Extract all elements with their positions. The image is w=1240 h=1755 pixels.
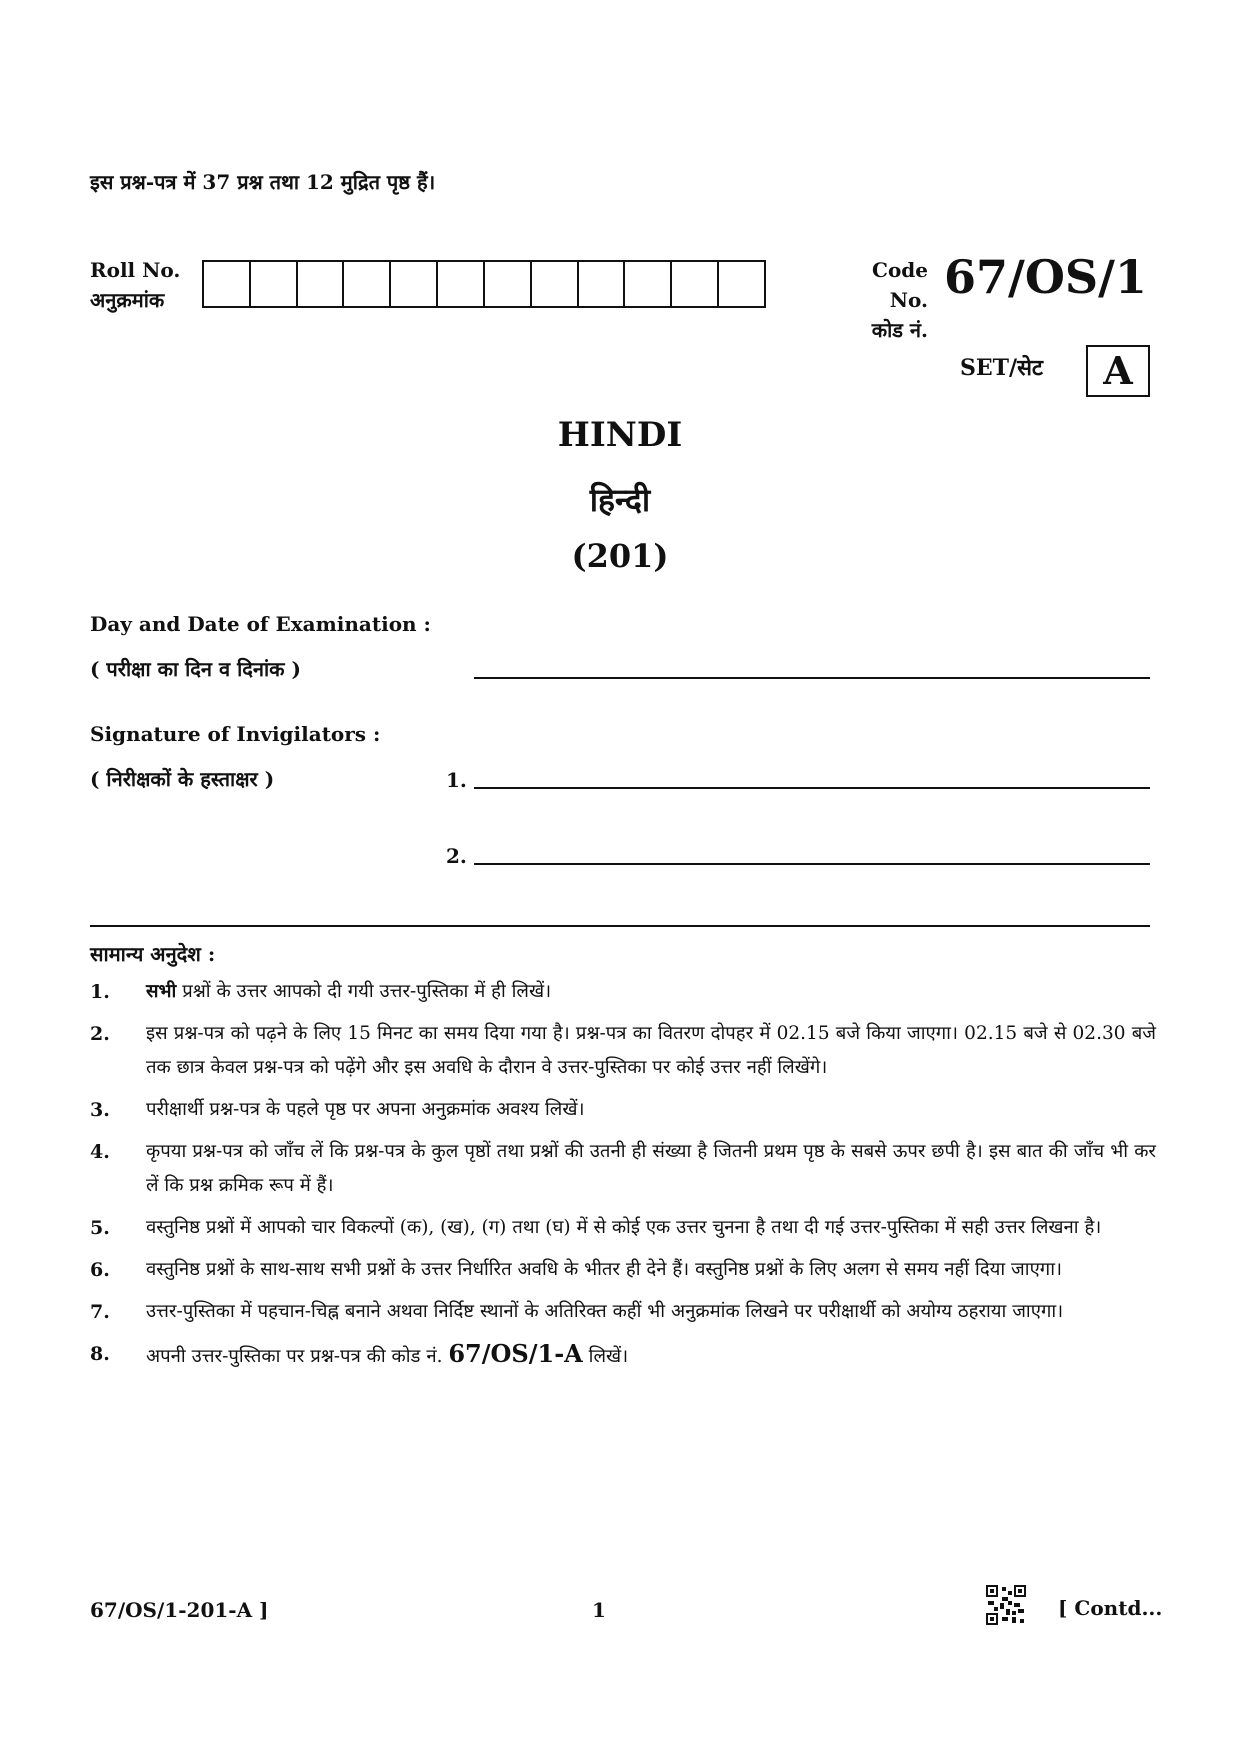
roll-label-en: Roll No. (90, 258, 181, 282)
signature-number-1: 1. (446, 768, 467, 792)
roll-number-cell[interactable] (485, 262, 532, 306)
roll-number-cell[interactable] (579, 262, 626, 306)
code-number-label (828, 255, 928, 345)
answer-book-code: 67/OS/1-A (448, 1339, 583, 1368)
instruction-text (146, 975, 1156, 1009)
set-value-box: A (1086, 345, 1150, 397)
roll-number-cell[interactable] (625, 262, 672, 306)
instruction-text: उत्तर-पुस्तिका में पहचान-चिह्न बनाने अथवा निर्दिष्ट स्थानों के अतिरिक्त कहीं भी अनुक्रमांक लिखने पर परीक्षार्थी को अयोग्य ठहराया जाएगा। (146, 1301, 1064, 1322)
instruction-item-4 (90, 1135, 1156, 1203)
instruction-text: वस्तुनिष्ठ प्रश्नों में आपको चार विकल्पों (क), (ख), (ग) तथा (घ) में से कोई एक उत्तर चुनना है तथा दी गई उत्तर-पुस्तिका में सही उत्तर लिखना है। (146, 1217, 1102, 1238)
roll-number-cell[interactable] (438, 262, 485, 306)
roll-number-cell[interactable] (344, 262, 391, 306)
exam-date-label-en: Day and Date of Examination : (90, 612, 431, 636)
code-label-hi: कोड नं. (871, 318, 928, 342)
roll-number-cell[interactable] (251, 262, 298, 306)
signature-number-2: 2. (446, 844, 467, 868)
instruction-item-8 (90, 1337, 1156, 1374)
instructions-heading: सामान्य अनुदेश : (90, 942, 216, 966)
instruction-item-7 (90, 1295, 1156, 1329)
instruction-item-3 (90, 1093, 1156, 1127)
instruction-item-2 (90, 1017, 1156, 1085)
invigilator-label-en: Signature of Invigilators : (90, 722, 381, 746)
invigilator-label-hi: ( निरीक्षकों के हस्ताक्षर ) (90, 767, 275, 791)
instruction-emphasis: सभी (146, 981, 177, 1002)
subject-title-english: HINDI (557, 415, 683, 455)
instruction-number: 1. (90, 981, 110, 1003)
instruction-number: 7. (90, 1301, 110, 1323)
roll-number-cell[interactable] (204, 262, 251, 306)
subject-title-hindi: हिन्दी (589, 481, 651, 519)
signature-line-1[interactable] (474, 787, 1150, 789)
instruction-text: परीक्षार्थी प्रश्न-पत्र के पहले पृष्ठ पर अपना अनुक्रमांक अवश्य लिखें। (146, 1099, 585, 1120)
page-number: 1 (592, 1598, 606, 1622)
section-divider (90, 925, 1150, 927)
roll-number-cell[interactable] (298, 262, 345, 306)
instruction-item-5 (90, 1211, 1156, 1245)
subject-code: (201) (571, 537, 669, 575)
instruction-text (146, 1337, 1156, 1374)
instruction-text: इस प्रश्न-पत्र को पढ़ने के लिए 15 मिनट का समय दिया गया है। प्रश्न-पत्र का वितरण दोपहर में 02.15 बजे किया जाएगा। 02.15 बजे से 02.30 बजे तक छात्र केवल प्रश्न-पत्र को पढ़ेंगे और इस अवधि के दौरान वे उत्तर-पुस्तिका पर कोई उत्तर नहीं लिखेंगे। (146, 1023, 1156, 1078)
question-count-note: इस प्रश्न-पत्र में 37 प्रश्न तथा 12 मुद्रित पृष्ठ हैं। (90, 170, 436, 194)
roll-number-cell[interactable] (391, 262, 438, 306)
code-label-en: Code No. (872, 258, 928, 312)
footer-paper-code: 67/OS/1-201-A ] (90, 1598, 269, 1622)
instruction-number: 6. (90, 1259, 110, 1281)
exam-date-line[interactable] (474, 677, 1150, 679)
instruction-number: 2. (90, 1023, 110, 1045)
qr-code-icon (986, 1585, 1026, 1625)
instruction-number: 4. (90, 1141, 110, 1163)
instructions-list (90, 975, 1156, 1382)
set-label: SET/सेट (960, 355, 1044, 381)
instruction-number: 5. (90, 1217, 110, 1239)
instruction-item-1 (90, 975, 1156, 1009)
exam-date-label-hi: ( परीक्षा का दिन व दिनांक ) (90, 657, 301, 681)
instruction-text: कृपया प्रश्न-पत्र को जाँच लें कि प्रश्न-पत्र के कुल पृष्ठों तथा प्रश्नों की उतनी ही संख्या है जितनी प्रथम पृष्ठ के सबसे ऊपर छपी है। इस बात की जाँच भी कर लें कि प्रश्न क्रमिक रूप में हैं। (146, 1141, 1156, 1196)
instruction-number: 8. (90, 1343, 110, 1365)
instruction-item-6 (90, 1253, 1156, 1287)
instruction-tail: लिखें। (582, 1346, 629, 1367)
roll-number-label (90, 255, 180, 315)
instruction-number: 3. (90, 1099, 110, 1121)
roll-number-cell[interactable] (532, 262, 579, 306)
roll-number-cell[interactable] (672, 262, 719, 306)
code-number-value: 67/OS/1 (944, 250, 1147, 304)
instruction-body: अपनी उत्तर-पुस्तिका पर प्रश्न-पत्र की कोड नं. (146, 1346, 449, 1367)
roll-number-cell[interactable] (719, 262, 764, 306)
roll-number-boxes[interactable] (202, 260, 766, 308)
instruction-body: प्रश्नों के उत्तर आपको दी गयी उत्तर-पुस्तिका में ही लिखें। (176, 981, 552, 1002)
signature-line-2[interactable] (474, 863, 1150, 865)
instruction-text: वस्तुनिष्ठ प्रश्नों के साथ-साथ सभी प्रश्नों के उत्तर निर्धारित अवधि के भीतर ही देने हैं। वस्तुनिष्ठ प्रश्नों के लिए अलग से समय नहीं दिया जाएगा। (146, 1259, 1063, 1280)
continued-note: [ Contd... (1058, 1596, 1163, 1620)
roll-label-hi: अनुक्रमांक (90, 288, 165, 312)
